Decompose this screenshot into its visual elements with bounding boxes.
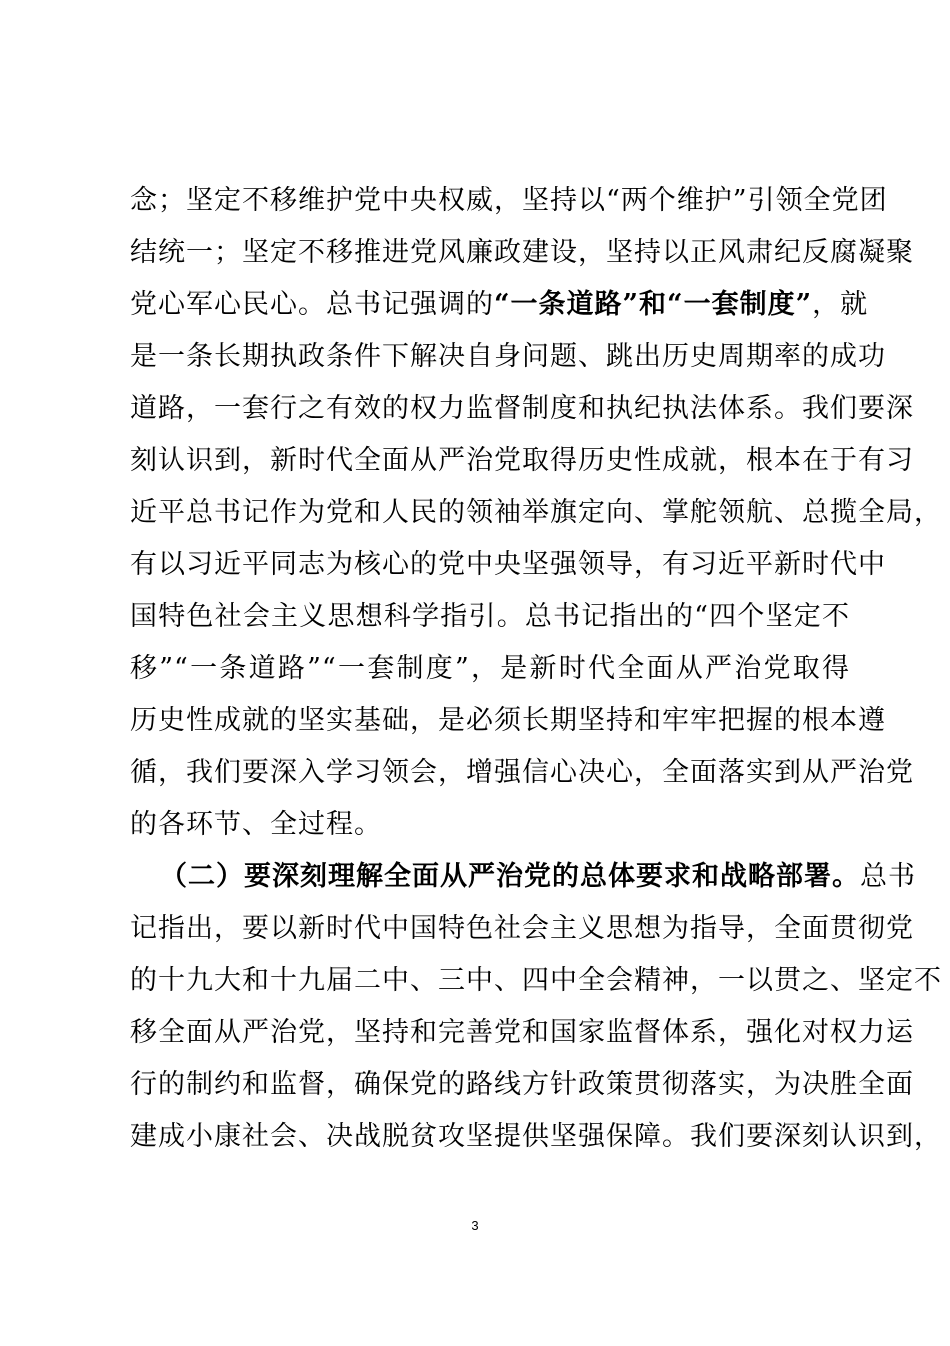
section-heading-line — [160, 857, 916, 897]
section-heading: （二）要深刻理解全面从严治党的总体要求和战略部署。 — [160, 861, 860, 892]
body-text-line: 念；坚定不移维护党中央权威，坚持以“两个维护”引领全党团 — [130, 185, 888, 216]
page-number: 3 — [471, 1218, 479, 1233]
body-text-line: 刻认识到，新时代全面从严治党取得历史性成就，根本在于有习 — [130, 445, 914, 476]
body-text-line: 移全面从严治党，坚持和完善党和国家监督体系，强化对权力运 — [130, 1017, 914, 1048]
body-text-line: 循，我们要深入学习领会，增强信心决心，全面落实到从严治党 — [130, 757, 914, 788]
body-text-line: 是一条长期执政条件下解决自身问题、跳出历史周期率的成功 — [130, 341, 886, 372]
body-text-line: 移”“一条道路”“一套制度”，是新时代全面从严治党取得 — [130, 653, 850, 684]
body-text-line: 道路，一套行之有效的权力监督制度和执纪执法体系。我们要深 — [130, 393, 914, 424]
body-text-line: 近平总书记作为党和人民的领袖举旗定向、掌舵领航、总揽全局， — [130, 497, 942, 528]
body-text-line: 的十九大和十九届二中、三中、四中全会精神，一以贯之、坚定不 — [130, 965, 942, 996]
body-text-segment: 总书 — [860, 861, 916, 892]
body-text-line: 行的制约和监督，确保党的路线方针政策贯彻落实，为决胜全面 — [130, 1069, 914, 1100]
body-text-line: 国特色社会主义思想科学指引。总书记指出的“四个坚定不 — [130, 601, 850, 632]
body-text-line: 记指出，要以新时代中国特色社会主义思想为指导，全面贯彻党 — [130, 913, 914, 944]
body-text-line — [130, 285, 869, 325]
bold-emphasis: “一条道路”和“一套制度” — [494, 289, 813, 320]
body-text-line: 建成小康社会、决战脱贫攻坚提供坚强保障。我们要深刻认识到， — [130, 1121, 942, 1152]
body-text-line: 有以习近平同志为核心的党中央坚强领导，有习近平新时代中 — [130, 549, 886, 580]
body-text-line: 历史性成就的坚实基础，是必须长期坚持和牢牢把握的根本遵 — [130, 705, 886, 736]
body-text-line: 的各环节、全过程。 — [130, 809, 382, 840]
body-text-segment: 党心军心民心。总书记强调的 — [130, 289, 494, 320]
body-text-segment: ，就 — [812, 289, 869, 320]
body-text-line: 结统一；坚定不移推进党风廉政建设，坚持以正风肃纪反腐凝聚 — [130, 237, 914, 268]
